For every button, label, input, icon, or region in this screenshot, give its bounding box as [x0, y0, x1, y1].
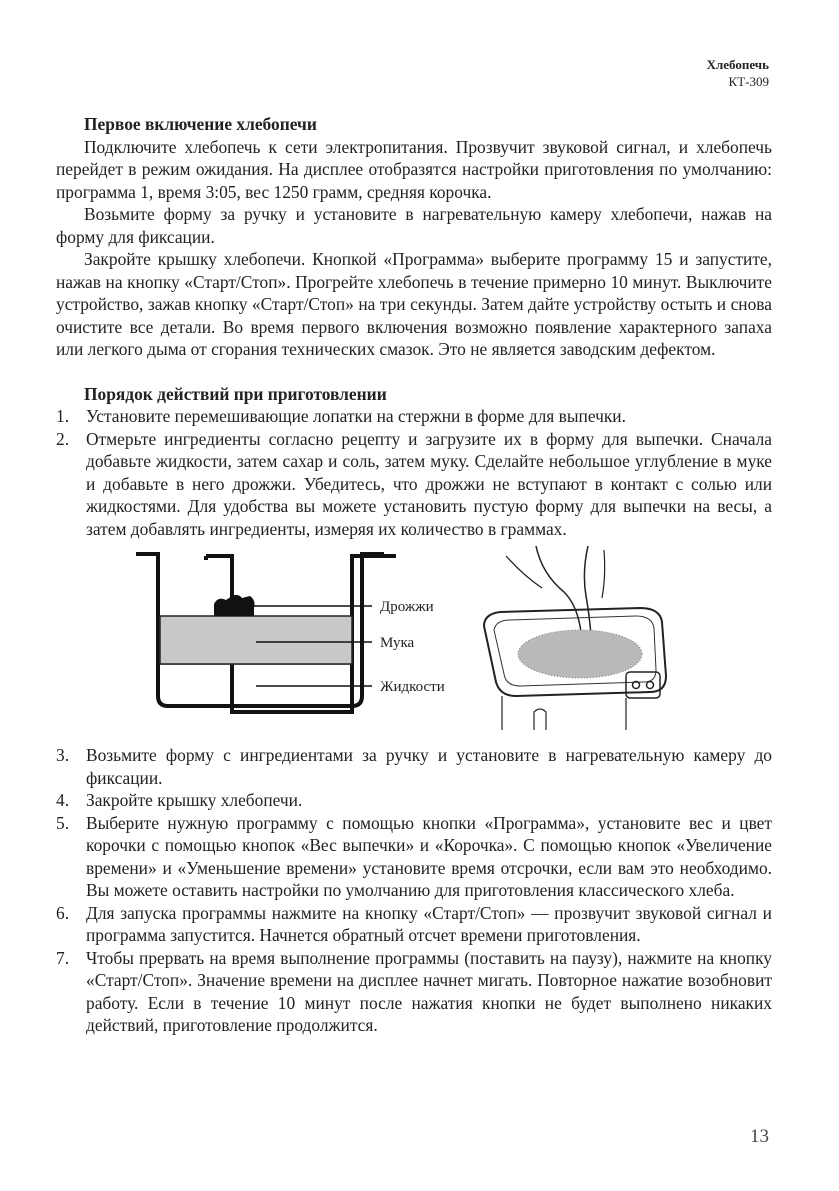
- header-title: Хлебопечь: [706, 57, 769, 72]
- section1-heading: Первое включение хлебопечи: [84, 114, 317, 134]
- step-text: Отмерьте ингредиенты согласно рецепту и загрузите их в форму для выпечки. Сначала добавьте жидкости, затем сахар и соль, затем муку. Сделайте небольшое углубление в муке и добавьте в него дрожжи. Убедитесь, что дрожжи не вступают в контакт с солью или жидкостями. Для удобства вы можете установить пустую форму для выпечки на весы, а затем добавлять ингредиенты, измеряя их количество в граммах.: [86, 428, 772, 539]
- section1-paragraph: Подключите хлебопечь к сети электропитания. Прозвучит звуковой сигнал, и хлебопечь перейдет в режим ожидания. На дисплее отобразятся настройки приготовления по умолчанию: программа 1, время 3:05, вес 1250 грамм, средняя корочка.: [56, 136, 772, 202]
- running-header: [707, 56, 769, 90]
- step-item: [56, 405, 772, 428]
- step-item: [56, 428, 772, 541]
- step-item: [56, 812, 772, 902]
- step-text: Установите перемешивающие лопатки на стержни в форме для выпечки.: [86, 406, 626, 426]
- header-model: КТ-309: [728, 74, 769, 89]
- step-number: 5.: [56, 812, 70, 833]
- steps-list-continued: [56, 744, 772, 1037]
- step-item: [56, 789, 772, 812]
- steps-list: [56, 405, 772, 540]
- step-item: [56, 744, 772, 789]
- step-item: [56, 902, 772, 947]
- section2-heading: Порядок действий при приготовлении: [84, 383, 387, 404]
- step-number: 4.: [56, 790, 70, 810]
- step-number: 1.: [56, 406, 70, 426]
- figures-row: [56, 546, 772, 736]
- step-text: Выберите нужную программу с помощью кнопки «Программа», установите вес и цвет корочки с помощью кнопок «Вес выпечки» и «Корочка». С помощью кнопок «Увеличение времени» и «Уменьшение времени» установите время отсрочки, если вам это необходимо. Вы можете оставить настройки по умолчанию для приготовления классического хлеба.: [86, 812, 772, 900]
- step-number: 2.: [56, 428, 70, 449]
- pan-illustration: [476, 546, 676, 736]
- step-text: Закройте крышку хлебопечи.: [86, 790, 303, 810]
- page-number: 13: [750, 1126, 769, 1147]
- step-text: Чтобы прервать на время выполнение программы (поставить на паузу), нажмите на кнопку «Старт/Стоп». Значение времени на дисплее начнет мигать. Повторное нажатие возобновит работу. Если в течение 10 минут после нажатия кнопки не будет выполнено никаких действий, приготовление продолжится.: [86, 947, 772, 1035]
- label-yeast: Дрожжи: [380, 599, 434, 615]
- step-item: [56, 947, 772, 1037]
- step-text: Для запуска программы нажмите на кнопку «Старт/Стоп» — прозвучит звуковой сигнал и программа запустится. Начнется обратный отсчет времени приготовления.: [86, 902, 772, 945]
- step-number: 3.: [56, 745, 70, 765]
- step-number: 6.: [56, 902, 70, 923]
- label-flour: Мука: [380, 635, 415, 651]
- label-liquids: Жидкости: [380, 679, 445, 695]
- section1-paragraph: Закройте крышку хлебопечи. Кнопкой «Программа» выберите программу 15 и запустите, нажав на кнопку «Старт/Стоп». Прогрейте хлебопечь в течение примерно 10 минут. Выключите устройство, зажав кнопку «Старт/Стоп» на три секунды. Затем дайте устройству остыть и снова очистите все детали. Во время первого включения возможно появление характерного запаха или легкого дыма от сгорания технических смазок. Это не является заводским дефектом.: [56, 249, 772, 359]
- step-number: 7.: [56, 947, 70, 968]
- step-text: Возьмите форму с ингредиентами за ручку и установите в нагревательную камеру до фиксации.: [86, 745, 772, 788]
- page-content: [56, 113, 772, 1037]
- section1-paragraph: Возьмите форму за ручку и установите в нагревательную камеру хлебопечи, нажав на форму для фиксации.: [56, 204, 772, 247]
